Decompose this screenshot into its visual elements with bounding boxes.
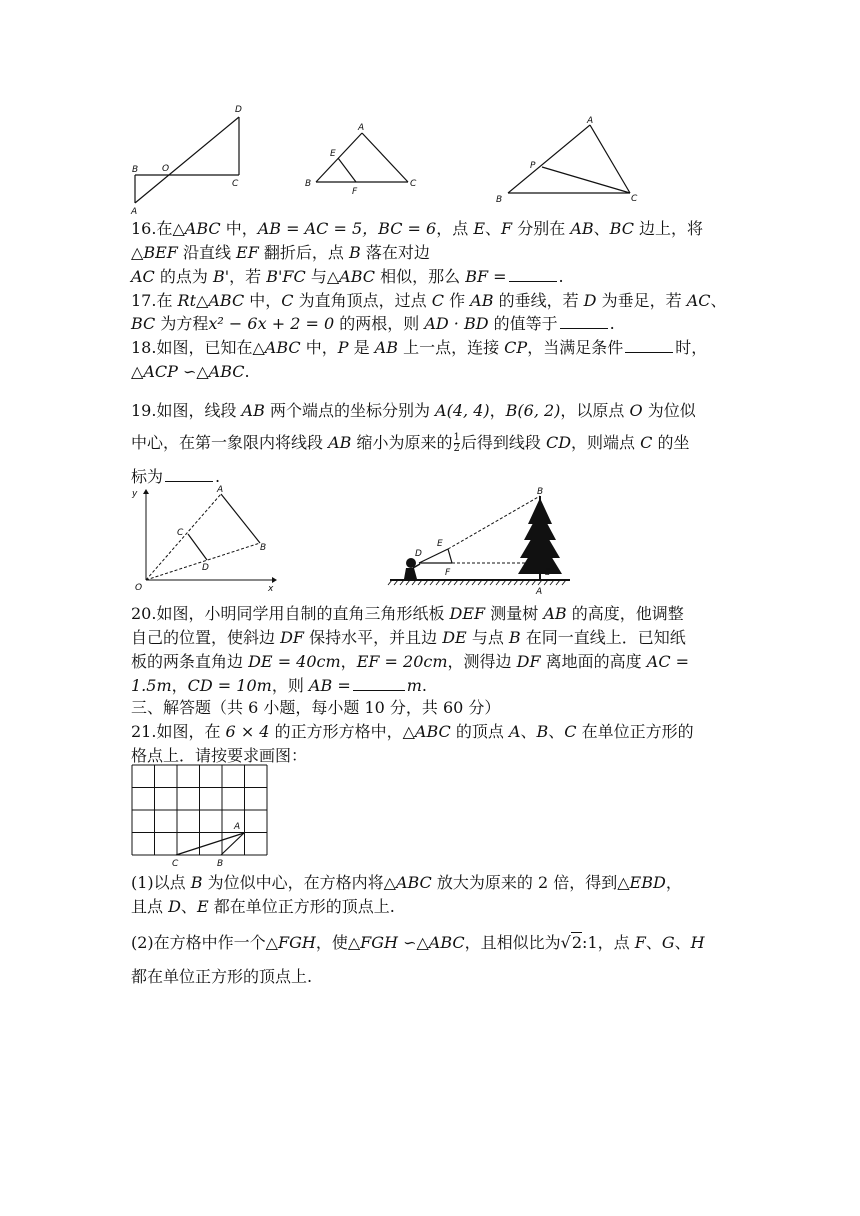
q16-line3: AC 的点为 B'，若 B'FC 与△ABC 相似，那么 BF = . bbox=[131, 267, 564, 286]
q19-line1: 19.如图，线段 AB 两个端点的坐标分别为 A(4, 4)，B(6, 2)，以原点 O 为位似 bbox=[131, 401, 696, 420]
q21-part1-line2: 且点 D、E 都在单位正方形的顶点上. bbox=[131, 897, 395, 916]
label-f: F bbox=[352, 187, 358, 197]
fraction-one-half: $\frac{1}{2}$ bbox=[453, 432, 460, 454]
label-c: C bbox=[631, 194, 638, 204]
q20-line1: 20.如图，小明同学用自制的直角三角形纸板 DEF 测量树 AB 的高度，他调整 bbox=[131, 604, 684, 623]
q21-line1: 21.如图，在 6 × 4 的正方形方格中，△ABC 的顶点 A、B、C 在单位正方形的 bbox=[131, 722, 694, 741]
label-a: A bbox=[358, 123, 365, 133]
label-b: B bbox=[217, 859, 224, 868]
q19-line2: 中心，在第一象限内将线段 AB 缩小为原来的 $\frac{1}{2}$ 后得到线段 CD，则端点 C 的坐 bbox=[131, 432, 690, 454]
label-c: C bbox=[177, 528, 184, 538]
label-d: D bbox=[235, 105, 242, 115]
q17-line2: BC 为方程x² − 6x + 2 = 0 的两根，则 AD · BD 的值等于 . bbox=[131, 314, 615, 333]
label-a: A bbox=[217, 485, 224, 495]
figure-q21-grid bbox=[128, 762, 272, 868]
label-o: O bbox=[162, 164, 170, 174]
label-y: y bbox=[132, 489, 138, 499]
figure-q20-tree-measurement bbox=[384, 484, 576, 596]
label-e: E bbox=[437, 539, 443, 549]
label-x: x bbox=[268, 584, 274, 594]
q20-line3: 板的两条直角边 DE = 40cm，EF = 20cm，测得边 DF 离地面的高度 AC = bbox=[131, 652, 690, 671]
answer-blank[interactable] bbox=[560, 314, 608, 329]
answer-blank[interactable] bbox=[625, 338, 673, 353]
label-e: E bbox=[330, 149, 336, 159]
label-a: A bbox=[131, 207, 138, 217]
label-p: P bbox=[530, 161, 536, 171]
label-b: B bbox=[132, 165, 139, 175]
figure-q15-crossing-lines bbox=[128, 100, 258, 220]
q16-line2: △BEF 沿直线 EF 翻折后，点 B 落在对边 bbox=[131, 243, 430, 262]
label-d: D bbox=[415, 549, 422, 559]
label-c: C bbox=[544, 568, 551, 578]
label-b: B bbox=[537, 487, 544, 497]
q20-line2: 自己的位置，使斜边 DF 保持水平，并且边 DE 与点 B 在同一直线上．已知纸 bbox=[131, 628, 686, 647]
section-title: 三、解答题（共 6 小题，每小题 10 分，共 60 分） bbox=[131, 698, 501, 717]
label-c: C bbox=[410, 179, 417, 189]
label-c: C bbox=[172, 859, 179, 868]
label-f: F bbox=[445, 568, 451, 578]
q21-part2-line1: (2)在方格中作一个△FGH，使△FGH ∽△ABC，且相似比为√2:1，点 F、G、H bbox=[131, 933, 705, 952]
figure-q15-triangle-ef bbox=[300, 118, 425, 198]
q17-line1: 17.在 Rt△ABC 中，C 为直角顶点，过点 C 作 AB 的垂线，若 D 为垂足，若 AC、 bbox=[131, 291, 727, 310]
label-b: B bbox=[496, 195, 503, 205]
label-d: D bbox=[202, 563, 209, 573]
answer-blank[interactable] bbox=[353, 676, 405, 691]
label-c: C bbox=[232, 179, 239, 189]
label-a: A bbox=[587, 116, 594, 126]
q18-line2: △ACP ∽△ABC. bbox=[131, 362, 250, 381]
label-o: O bbox=[135, 583, 143, 593]
label-b: B bbox=[260, 543, 267, 553]
answer-blank[interactable] bbox=[165, 467, 213, 482]
sqrt-sign: √ bbox=[560, 933, 571, 952]
label-a: A bbox=[536, 587, 543, 596]
figure-q18-triangle-p bbox=[494, 114, 644, 206]
q18-line1: 18.如图，已知在△ABC 中，P 是 AB 上一点，连接 CP，当满足条件 时， bbox=[131, 338, 708, 357]
label-b: B bbox=[305, 179, 312, 189]
label-a: A bbox=[234, 822, 241, 832]
answer-blank[interactable] bbox=[509, 267, 557, 282]
q21-line2: 格点上．请按要求画图： bbox=[131, 746, 308, 765]
q16-line1: 16.在△ABC 中，AB = AC = 5，BC = 6，点 E、F 分别在 AB、BC 边上，将 bbox=[131, 219, 704, 238]
q21-part1-line1: (1)以点 B 为位似中心，在方格内将△ABC 放大为原来的 2 倍，得到△EBD， bbox=[131, 873, 682, 892]
q20-line4: 1.5m，CD = 10m，则 AB = m. bbox=[131, 676, 427, 695]
q21-part2-line2: 都在单位正方形的顶点上. bbox=[131, 967, 313, 986]
figure-q19-coordinate bbox=[126, 484, 282, 596]
q19-line3: 标为 . bbox=[131, 467, 221, 486]
